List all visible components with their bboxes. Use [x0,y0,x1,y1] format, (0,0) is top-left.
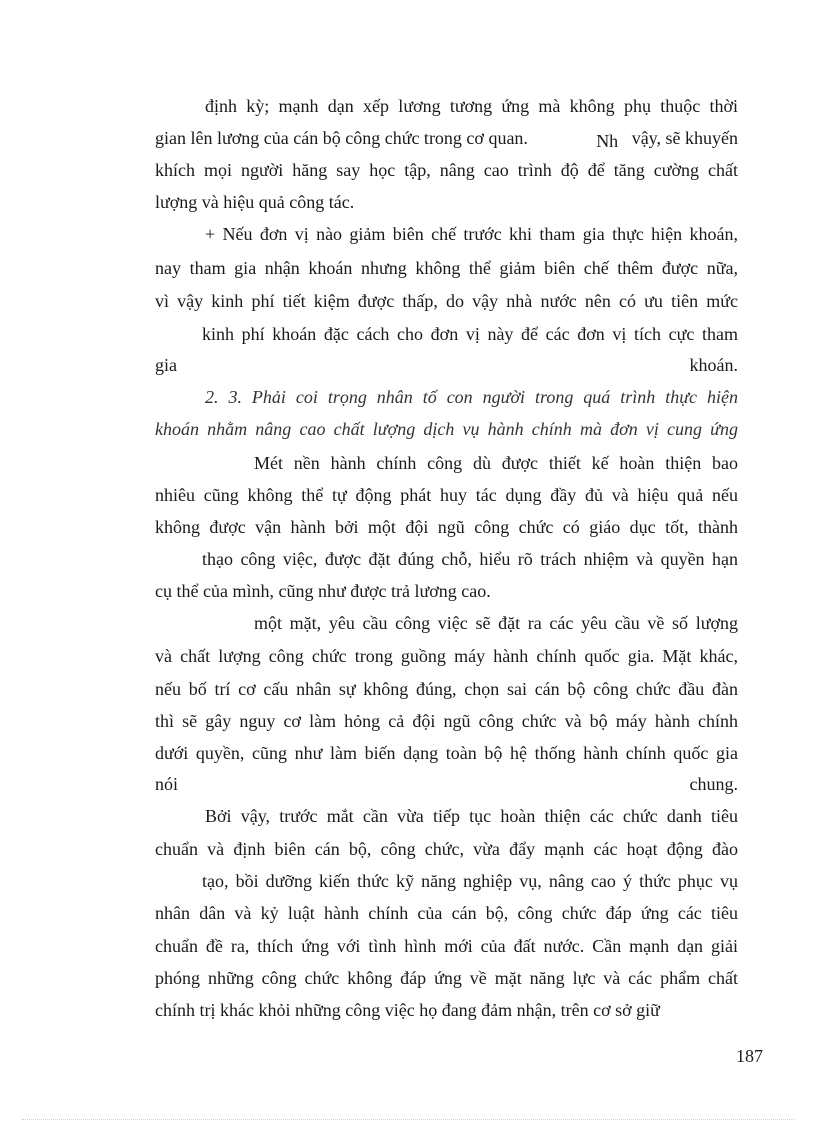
text-line: kinh phí khoán đặc cách cho đơn vị này để các đơn vị tích cực tham [202,324,738,344]
text-line: chuẩn và định biên cán bộ, công chức, vừa đẩy mạnh các hoạt động đào [155,839,738,859]
text-line [155,770,738,798]
text-line [155,351,738,379]
text-line: và chất lượng công chức trong guồng máy hành chính quốc gia. Mặt khác, [155,646,738,666]
text-fragment: nói [155,774,179,794]
text-fragment: gia [155,355,177,375]
text-line: lượng và hiệu quả công tác. [155,192,355,212]
text-line: phóng những công chức không đáp ứng về mặt năng lực và các phẩm chất [155,968,738,988]
text-line: + Nếu đơn vị nào giảm biên chế trước khi tham gia thực hiện khoán, [205,224,738,244]
text-fragment: chung. [689,774,738,794]
text-line: thạo công việc, được đặt đúng chỗ, hiểu rõ trách nhiệm và quyền hạn [202,549,738,569]
text-line: khích mọi người hăng say học tập, nâng cao trình độ để tăng cường chất [155,160,738,180]
text-line: nhiêu cũng không thể tự động phát huy tác dụng đầy đủ và hiệu quả nếu [155,485,738,505]
section-heading: khoán nhằm nâng cao chất lượng dịch vụ hành chính mà đơn vị cung ứng [155,419,738,439]
text-line: Mét nền hành chính công dù được thiết kế hoàn thiện bao [254,453,738,473]
text-line: một mặt, yêu cầu công việc sẽ đặt ra các yêu cầu về số lượng [254,613,738,633]
text-line [155,124,738,152]
text-line: nhân dân và kỷ luật hành chính của cán bộ, công chức đáp ứng các tiêu [155,903,738,923]
text-line: định kỳ; mạnh dạn xếp lương tương ứng mà không phụ thuộc thời [205,96,738,116]
text-line: dưới quyền, cũng như làm biến dạng toàn bộ hệ thống hành chính quốc gia [155,743,738,763]
text-fragment: gian lên lương của cán bộ công chức trong cơ quan. [155,128,528,148]
text-line: vì vậy kinh phí tiết kiệm được thấp, do vậy nhà nước nên có ưu tiên mức [155,291,738,311]
text-line: tạo, bồi dưỡng kiến thức kỹ năng nghiệp vụ, nâng cao ý thức phục vụ [202,871,738,891]
text-line: không được vận hành bởi một đội ngũ công chức có giáo dục tốt, thành [155,517,738,537]
section-heading: 2. 3. Phải coi trọng nhân tố con người trong quá trình thực hiện [205,387,738,407]
text-line: chuẩn đề ra, thích ứng với tình hình mới của đất nước. Cần mạnh dạn giải [155,936,738,956]
text-line: nay tham gia nhận khoán nhưng không thể giảm biên chế thêm được nữa, [155,258,738,278]
text-fragment: khoán. [689,355,738,375]
text-line: nếu bố trí cơ cấu nhân sự không đúng, chọn sai cán bộ công chức đầu đàn [155,679,738,699]
text-line: thì sẽ gây nguy cơ làm hỏng cả đội ngũ công chức và bộ máy hành chính [155,711,738,731]
page-number: 187 [736,1046,763,1066]
text-line: cụ thể của mình, cũng như được trả lương cao. [155,581,491,601]
footer-divider [22,1119,794,1120]
text-line: chính trị khác khỏi những công việc họ đang đảm nhận, trên cơ sở giữ [155,1000,660,1020]
text-line: Bởi vậy, trước mắt cần vừa tiếp tục hoàn thiện các chức danh tiêu [205,806,738,826]
text-fragment: Nh vậy, sẽ khuyến [596,128,738,151]
